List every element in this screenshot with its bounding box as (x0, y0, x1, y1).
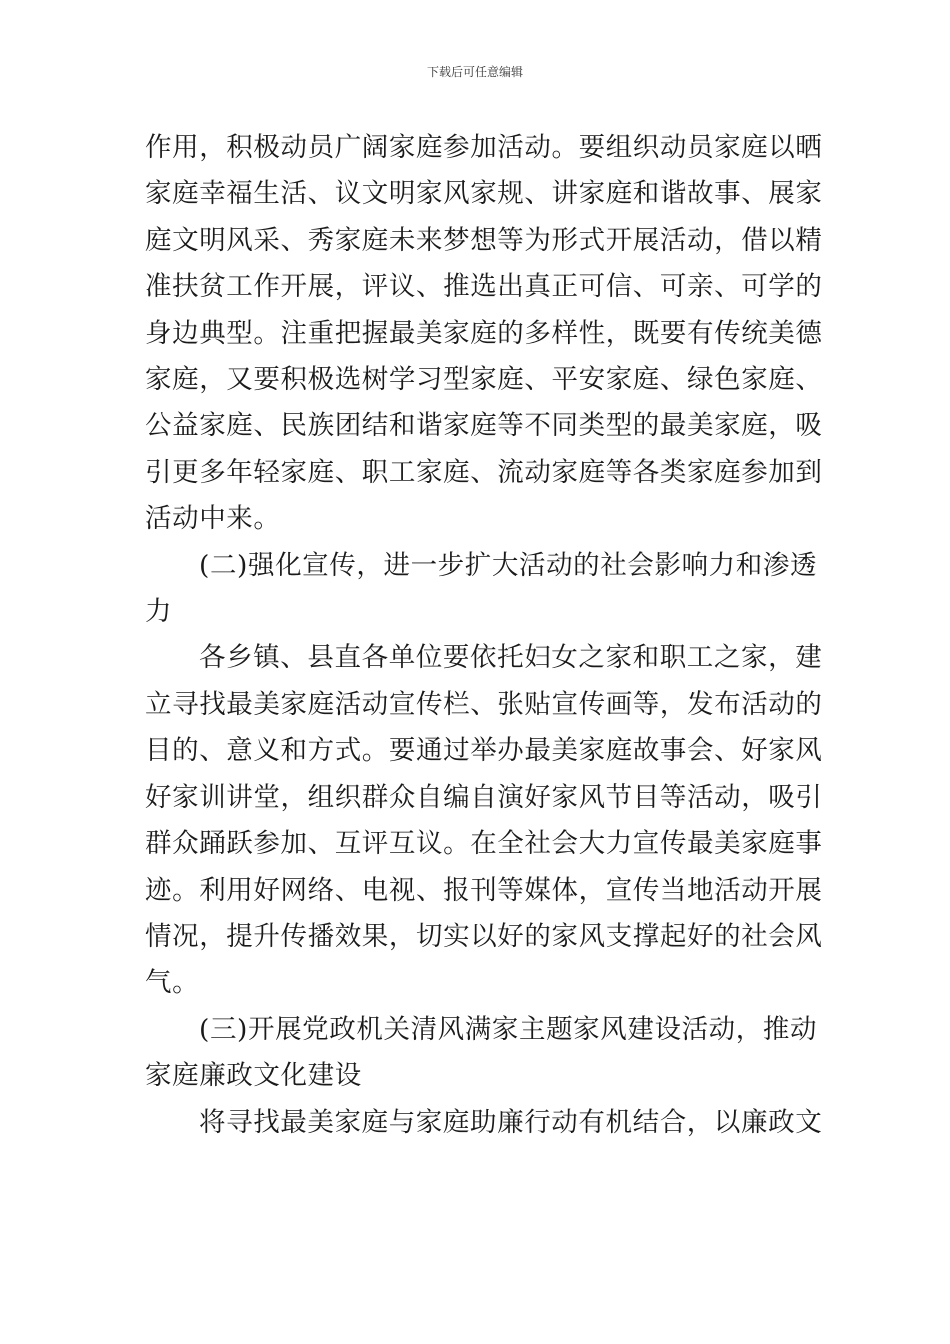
text-line: 好家训讲堂，组织群众自编自演好家风节目等活动，吸引 (145, 781, 823, 813)
text-line: 力 (145, 596, 173, 628)
text-line: 家庭，又要积极选树学习型家庭、平安家庭、绿色家庭、 (145, 364, 823, 396)
section-heading-3 (145, 1007, 818, 1100)
paragraph-publicity (145, 635, 823, 1006)
text-line: 群众踊跃参加、互评互议。在全社会大力宣传最美家庭事 (145, 828, 823, 860)
paragraph-activity-mobilization (145, 125, 823, 543)
text-line: 气。 (145, 967, 200, 999)
text-line: 将寻找最美家庭与家庭助廉行动有机结合，以廉政文 (199, 1106, 823, 1138)
page-header-note: 下载后可任意编辑 (426, 65, 523, 79)
section-heading-2 (145, 543, 818, 636)
text-line: 作用，积极动员广阔家庭参加活动。要组织动员家庭以晒 (145, 132, 823, 163)
text-line: 立寻找最美家庭活动宣传栏、张贴宣传画等，发布活动的 (145, 688, 823, 720)
text-line: 家庭廉政文化建设 (145, 1060, 362, 1092)
text-line: 情况，提升传播效果，切实以好的家风支撑起好的社会风 (145, 920, 823, 952)
text-line: 引更多年轻家庭、职工家庭、流动家庭等各类家庭参加到 (145, 456, 823, 488)
text-line: 活动中来。 (145, 503, 281, 535)
text-line: (三)开展党政机关清风满家主题家风建设活动，推动 (199, 1013, 818, 1045)
text-line: 家庭幸福生活、议文明家风家规、讲家庭和谐故事、展家 (145, 178, 823, 210)
text-line: 准扶贫工作开展，评议、推选出真正可信、可亲、可学的 (145, 271, 823, 303)
text-line: 公益家庭、民族团结和谐家庭等不同类型的最美家庭，吸 (145, 410, 823, 442)
text-line: 各乡镇、县直各单位要依托妇女之家和职工之家，建 (199, 642, 823, 674)
text-line: 目的、意义和方式。要通过举办最美家庭故事会、好家风 (145, 735, 823, 767)
text-line: (二)强化宣传，进一步扩大活动的社会影响力和渗透 (199, 549, 818, 581)
text-line: 身边典型。注重把握最美家庭的多样性，既要有传统美德 (145, 317, 823, 349)
text-line: 迹。利用好网络、电视、报刊等媒体，宣传当地活动开展 (145, 874, 823, 906)
text-line: 庭文明风采、秀家庭未来梦想等为形式开展活动，借以精 (145, 224, 823, 256)
paragraph-integrity-culture (145, 1100, 823, 1146)
document-body (145, 125, 823, 1146)
